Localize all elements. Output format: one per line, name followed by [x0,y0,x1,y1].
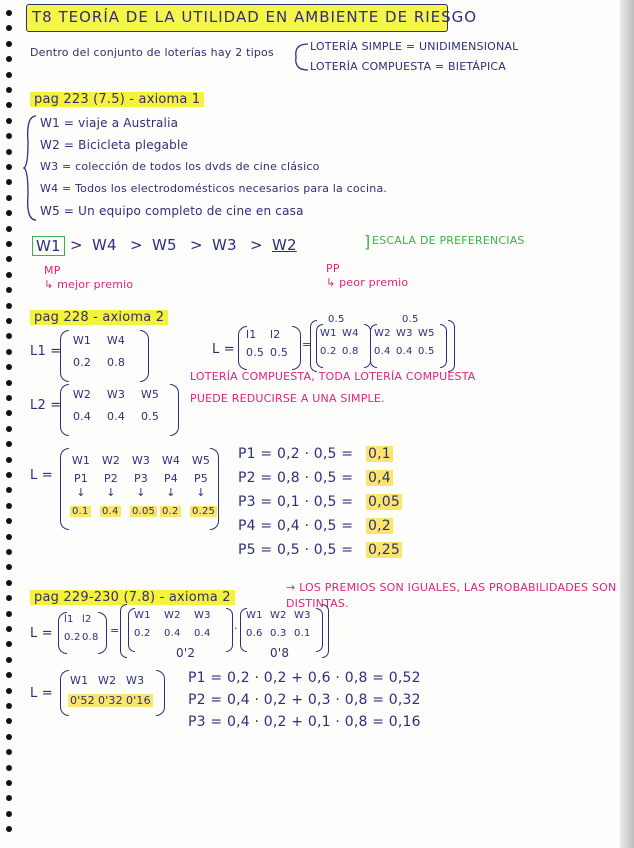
lottery-l-cell: W5 [191,454,211,467]
lottery-l1-label: L1 = [30,344,62,359]
s3-calc: P1 = 0,2 · 0,2 + 0,6 · 0,8 = 0,52 [188,670,421,686]
binding-hole [6,611,12,617]
binding-hole [6,688,12,694]
s3-inner-cell: W1 [134,610,151,621]
section3-heading [30,590,235,605]
lottery-l1-cell: W4 [106,334,126,347]
binding-hole [6,657,12,663]
lottery-l-cell: P3 [133,472,149,485]
lottery-l2-cell: W2 [72,388,92,401]
compound-inner-cell: W1 [320,328,337,339]
compound-inner-cell: W2 [374,328,391,339]
brace-icon [22,114,40,222]
compound-top-p: 0.5 [328,314,345,325]
pp-label: PP [326,262,340,275]
binding-hole [6,333,12,339]
s3-under: 0'2 [176,646,196,660]
lottery-l2-cell: 0.4 [106,410,126,423]
compound-note-1: LOTERÍA COMPUESTA, TODA LOTERÍA COMPUESTA [190,370,476,383]
s3-inner-cell: 0.2 [134,628,151,639]
preference-token: W1 [32,236,65,256]
greater-than-symbol: > [190,236,203,254]
s3-inner-cell: W3 [194,610,211,621]
s3-compound-label: L = [30,626,53,641]
compound-big-right [448,320,455,372]
lottery-l-cell: P4 [163,472,179,485]
binding-hole [6,149,12,155]
pp-note: ↳ peor premio [326,276,409,289]
lottery-l2-cell: W5 [140,388,160,401]
lottery-l-result: 0.4 [102,506,119,517]
probability-calc: P2 = 0,8 · 0,5 = [238,470,354,486]
preference-token: W2 [272,236,297,254]
lottery-l-result: 0.1 [72,506,89,517]
lottery-l-cell: P5 [193,472,209,485]
lottery-l-cell: W1 [71,454,91,467]
section2-heading [30,310,168,325]
s3-l-cell: W1 [70,674,89,687]
binding-hole [6,564,12,570]
binding-hole [6,133,12,139]
s3-l-left [60,670,69,716]
binding-hole [6,780,12,786]
binding-hole [6,210,12,216]
binding-hole [6,41,12,47]
compound-inner-cell: W4 [342,328,359,339]
binding-hole [6,549,12,555]
probability-calc: P4 = 0,4 · 0,5 = [238,518,354,534]
probability-result: 0,4 [368,470,391,486]
binding-hole [6,72,12,78]
lottery-l2-cell: W3 [106,388,126,401]
s3-inner2-right [316,608,323,652]
s3-dot: · [234,622,238,635]
binding-hole [6,102,12,108]
compound-outer-cell: l2 [270,328,281,341]
s3-equals: = [110,624,120,637]
compound-inner-cell: W5 [418,328,435,339]
arrow-down-icon: ↓ [106,486,116,499]
binding-hole [6,734,12,740]
s3-inner-cell: 0.1 [294,628,311,639]
s3-outer-right [98,612,107,654]
binding-hole [6,503,12,509]
page-edge [620,0,634,848]
binding-hole [6,426,12,432]
compound-inner-cell: 0.5 [418,346,435,357]
arrow-down-icon: ↓ [196,486,206,499]
lottery-l1-cell: W1 [72,334,92,347]
binding-hole [6,441,12,447]
section2-heading-text: pag 228 - axioma 2 [30,310,168,325]
binding-hole [6,349,12,355]
compound-inner-cell: 0.2 [320,346,337,357]
preference-item: W1 = viaje a Australia [40,116,179,130]
lottery-l-result: 0.2 [162,506,179,517]
bracket-symbol: ] [364,232,371,251]
s3-l-result: 0'52 [70,694,95,707]
arrow-down-icon: ↓ [136,486,146,499]
binding-hole [6,226,12,232]
arrow-down-icon: ↓ [166,486,176,499]
binding-hole [6,256,12,262]
binding-hole [6,518,12,524]
binding-hole [6,272,12,278]
mp-note: ↳ mejor premio [44,278,134,291]
binding-hole [6,703,12,709]
lottery-l1-cell: 0.8 [106,356,126,369]
lottery-l-result: 0.05 [132,506,156,517]
section3-heading-text: pag 229-230 (7.8) - axioma 2 [30,590,235,605]
compound-inner-cell: 0.4 [396,346,413,357]
probability-result: 0,05 [368,494,400,510]
binding-hole [6,472,12,478]
compound-inner-cell: 0.4 [374,346,391,357]
binding-hole [6,380,12,386]
s3-inner-cell: 0.3 [270,628,287,639]
binding-hole [6,395,12,401]
s3-l-cell: W3 [126,674,145,687]
s3-big-left [120,604,127,658]
s3-inner-cell: W2 [270,610,287,621]
greater-than-symbol: > [250,236,263,254]
probability-result: 0,25 [368,542,400,558]
binding-hole [6,56,12,62]
binding-hole [6,534,12,540]
s3-inner-cell: 0.4 [194,628,211,639]
binding-hole [6,303,12,309]
s3-l-label: L = [30,686,53,701]
s3-outer-cell: l2 [82,614,92,625]
binding-hole [6,179,12,185]
lottery-l-label: L = [30,468,53,483]
binding-hole [6,164,12,170]
binding-hole [6,287,12,293]
binding-hole [6,641,12,647]
s3-calc: P2 = 0,4 · 0,2 + 0,3 · 0,8 = 0,32 [188,692,421,708]
binding-hole [6,241,12,247]
compound-equals: = [302,338,312,351]
lottery-l2-label: L2 = [30,398,62,413]
brace-icon [286,40,312,74]
binding-hole [6,718,12,724]
compound-inner-cell: W3 [396,328,413,339]
lottery-l2-cell: 0.5 [140,410,160,423]
binding-hole [6,487,12,493]
preference-token: W5 [152,236,177,254]
compound-top-p: 0.5 [402,314,419,325]
binding-hole [6,765,12,771]
s3-inner-cell: W3 [294,610,311,621]
s3-big-right [322,604,329,658]
binding-hole [6,195,12,201]
lottery-l1-cell: 0.2 [72,356,92,369]
scale-label: ESCALA DE PREFERENCIAS [372,234,525,247]
compound-outer-right [292,326,301,370]
lottery-l2-right-bracket [170,384,179,436]
lottery-l1-right-bracket [140,330,149,382]
binding-hole [6,10,12,16]
s3-l-right [156,670,165,716]
section1-heading [30,92,204,107]
section3-note: → LOS PREMIOS SON IGUALES, LAS PROBABILIDADES SON DISTINTAS. [286,581,617,610]
preference-item: W5 = Un equipo completo de cine en casa [40,204,304,218]
binding-hole [6,795,12,801]
greater-than-symbol: > [130,236,143,254]
preference-token: W3 [212,236,237,254]
page-title: T8 TEORÍA DE LA UTILIDAD EN AMBIENTE DE RIESGO [32,8,478,26]
intro-type1: LOTERÍA SIMPLE = UNIDIMENSIONAL [310,40,519,53]
probability-calc: P1 = 0,2 · 0,5 = [238,446,354,462]
preference-item: W3 = colección de todos los dvds de cine clásico [40,160,320,173]
compound-note-2: PUEDE REDUCIRSE A UNA SIMPLE. [190,392,385,405]
preference-token: W4 [92,236,117,254]
s3-calc: P3 = 0,4 · 0,2 + 0,1 · 0,8 = 0,16 [188,714,421,730]
binding-hole [6,87,12,93]
arrow-down-icon: ↓ [76,486,86,499]
s3-under: 0'8 [270,646,290,660]
s3-l-result: 0'16 [126,694,151,707]
compound-outer-cell: 0.5 [270,346,289,359]
mp-label: MP [44,264,61,277]
binding-hole [6,749,12,755]
s3-inner-cell: W2 [164,610,181,621]
binding-hole [6,457,12,463]
s3-outer-cell: 0.2 [64,632,81,643]
s3-l-cell: W2 [98,674,117,687]
compound-inner2-right [440,324,447,368]
lottery-l-cell: P1 [73,472,89,485]
intro-type2: LOTERÍA COMPUESTA = BIETÁPICA [310,60,507,73]
s3-inner-cell: 0.6 [246,628,263,639]
preference-item: W2 = Bicicleta plegable [40,138,189,152]
binding-hole [6,826,12,832]
probability-result: 0,2 [368,518,391,534]
binding-hole [6,410,12,416]
section1-heading-text: pag 223 (7.5) - axioma 1 [30,92,204,107]
compound-outer-cell: 0.5 [246,346,265,359]
compound-outer-cell: l1 [246,328,257,341]
binding-hole [6,25,12,31]
lottery-l-cell: P2 [103,472,119,485]
binding-holes [6,10,14,840]
s3-inner1-right [226,608,233,652]
probability-calc: P5 = 0,5 · 0,5 = [238,542,354,558]
binding-hole [6,811,12,817]
binding-hole [6,364,12,370]
s3-outer-cell: 0.8 [82,632,99,643]
intro-text: Dentro del conjunto de loterías hay 2 tipos [30,46,274,59]
s3-inner-cell: 0.4 [164,628,181,639]
lottery-l2-cell: 0.4 [72,410,92,423]
binding-hole [6,672,12,678]
s3-inner-cell: W1 [246,610,263,621]
binding-hole [6,580,12,586]
binding-hole [6,318,12,324]
probability-result: 0,1 [368,446,391,462]
s3-l-result: 0'32 [98,694,123,707]
binding-hole [6,626,12,632]
compound-label: L = [212,342,235,357]
probability-calc: P3 = 0,1 · 0,5 = [238,494,354,510]
compound-inner-cell: 0.8 [342,346,359,357]
preference-item: W4 = Todos los electrodomésticos necesarios para la cocina. [40,182,388,195]
lottery-l-cell: W2 [101,454,121,467]
greater-than-symbol: > [70,236,83,254]
binding-hole [6,595,12,601]
s3-outer-cell: l1 [64,614,74,625]
lottery-l-result: 0.25 [192,506,216,517]
binding-hole [6,118,12,124]
lottery-l-cell: W3 [131,454,151,467]
lottery-l-cell: W4 [161,454,181,467]
